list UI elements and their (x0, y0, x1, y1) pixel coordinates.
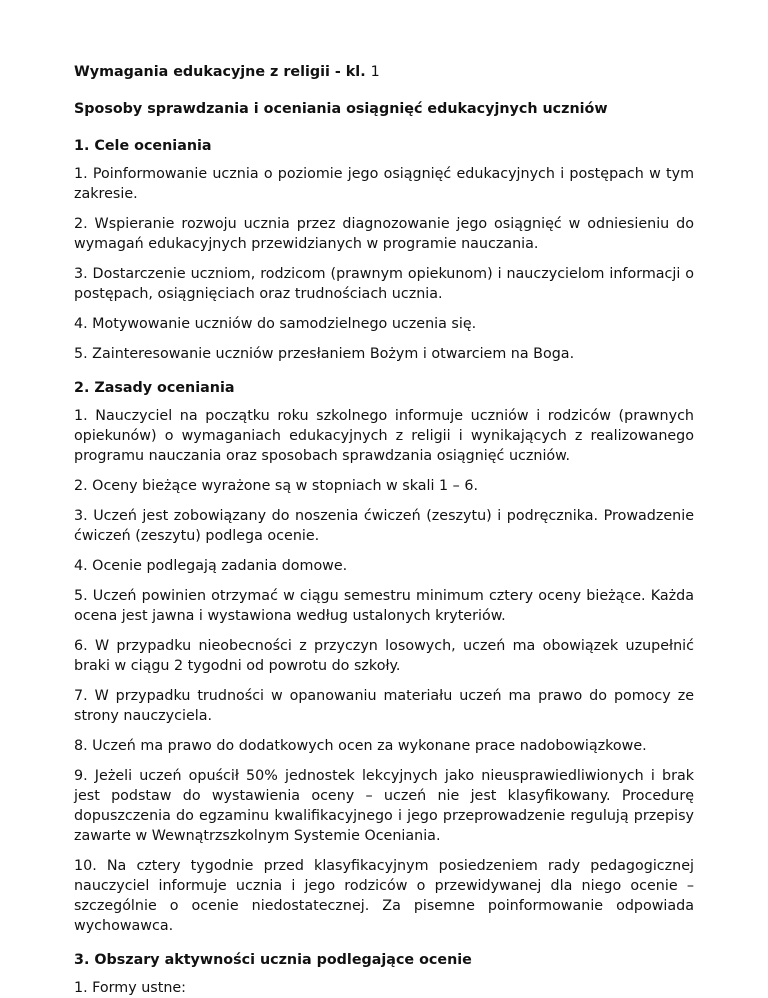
list-item: 2. Oceny bieżące wyrażone są w stopniach w skali 1 – 6. (74, 478, 478, 494)
list-item: 3. Dostarczenie uczniom, rodzicom (prawnym opiekunom) i nauczycielom informacji o postępach, osiągnięciach oraz trudnościach ucznia. (74, 266, 694, 302)
list-item: 1. Poinformowanie ucznia o poziomie jego osiągnięć edukacyjnych i postępach w tym zakresie. (74, 166, 694, 202)
section-heading: 3. Obszary aktywności ucznia podlegające ocenie (74, 952, 472, 968)
document-title (74, 62, 694, 82)
list-item: 10. Na cztery tygodnie przed klasyfikacyjnym posiedzeniem rady pedagogicznej nauczyciel informuje ucznia i jego rodziców o przewidywanej dla niego ocenie – szczególnie o ocenie niedostatecznej. Za pisemne poinformowanie odpowiada wychowawca. (74, 858, 694, 934)
document-subtitle: Sposoby sprawdzania i oceniania osiągnięć edukacyjnych uczniów (74, 101, 608, 117)
section-heading: 1. Cele oceniania (74, 138, 212, 154)
section-obszary-aktywnosci (74, 950, 694, 998)
list-item: 6. W przypadku nieobecności z przyczyn losowych, uczeń ma obowiązek uzupełnić braki w ciągu 2 tygodni od powrotu do szkoły. (74, 638, 694, 674)
list-item: 7. W przypadku trudności w opanowaniu materiału uczeń ma prawo do pomocy ze strony nauczyciela. (74, 688, 694, 724)
title-class-number: 1 (370, 64, 380, 80)
list-item: 9. Jeżeli uczeń opuścił 50% jednostek lekcyjnych jako nieusprawiedliwionych i brak jest podstaw do wystawienia oceny – uczeń nie jest klasyfikowany. Procedurę dopuszczenia do egzaminu kwalifikacyjnego i jego przeprowadzenie regulują przepisy zawarte w Wewnątrzszkolnym Systemie Oceniania. (74, 768, 694, 844)
list-item: 1. Nauczyciel na początku roku szkolnego informuje uczniów i rodziców (prawnych opiekunów) o wymaganiach edukacyjnych z religii i wynikających z realizowanego programu nauczania oraz sposobach sprawdzania osiągnięć uczniów. (74, 408, 694, 464)
list-item: 4. Motywowanie uczniów do samodzielnego uczenia się. (74, 316, 477, 332)
title-text: Wymagania edukacyjne z religii - kl. (74, 64, 366, 80)
list-item: 3. Uczeń jest zobowiązany do noszenia ćwiczeń (zeszytu) i podręcznika. Prowadzenie ćwiczeń (zeszytu) podlega ocenie. (74, 508, 694, 544)
list-item: 2. Wspieranie rozwoju ucznia przez diagnozowanie jego osiągnięć w odniesieniu do wymagań edukacyjnych przewidzianych w programie nauczania. (74, 216, 694, 252)
list-item: 8. Uczeń ma prawo do dodatkowych ocen za wykonane prace nadobowiązkowe. (74, 738, 647, 754)
section-zasady-oceniania (74, 378, 694, 936)
section-cele-oceniania (74, 136, 694, 364)
list-item: 4. Ocenie podlegają zadania domowe. (74, 558, 348, 574)
list-item: 5. Uczeń powinien otrzymać w ciągu semestru minimum cztery oceny bieżące. Każda ocena jest jawna i wystawiona według ustalonych kryteriów. (74, 588, 694, 624)
section-heading: 2. Zasady oceniania (74, 380, 235, 396)
list-item: 1. Formy ustne: (74, 980, 186, 996)
list-item: 5. Zainteresowanie uczniów przesłaniem Bożym i otwarciem na Boga. (74, 346, 575, 362)
